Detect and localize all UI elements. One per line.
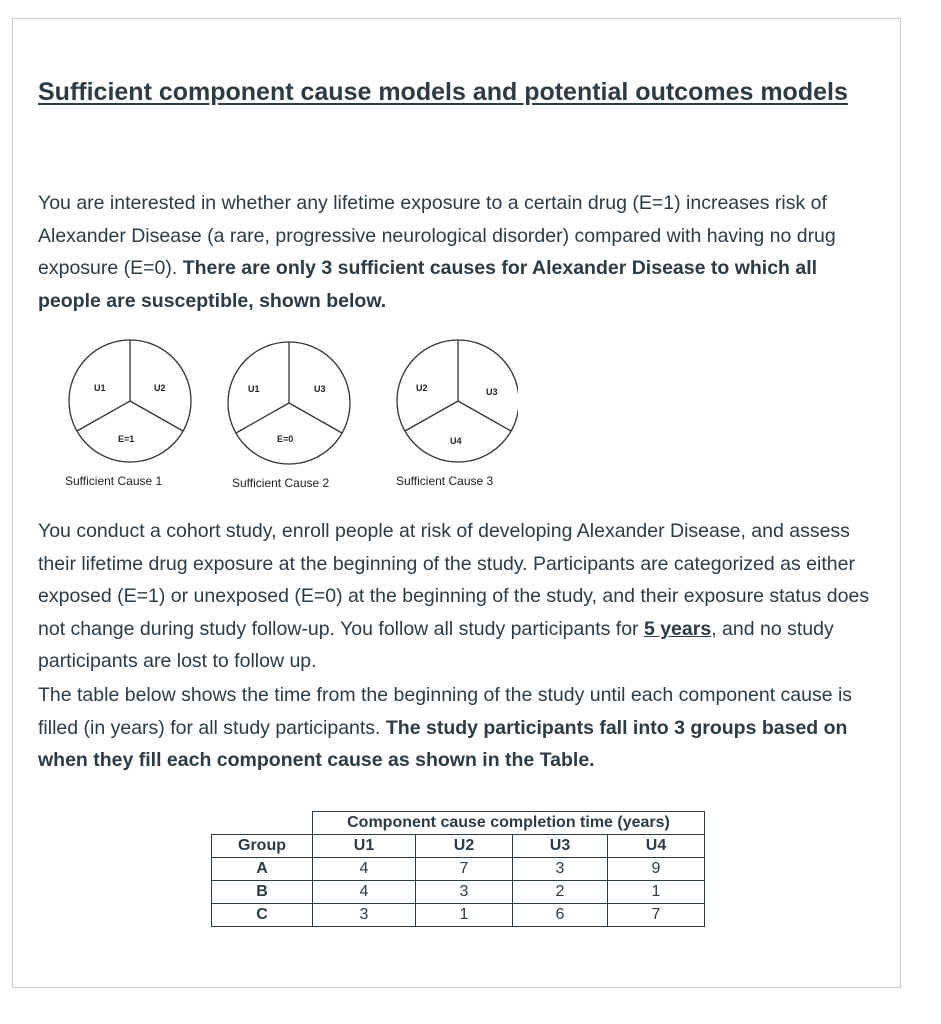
value-cell: 7 [416, 858, 513, 881]
intro-paragraph [38, 187, 878, 317]
value-cell: 3 [313, 904, 416, 927]
cause-3-right-label: U3 [486, 387, 498, 397]
intro-text: You are interested in whether any lifetime exposure to a certain drug (E=1) increases risk of Alexander Disease (a rare, progressive neurological disorder) compared with having no drug exposure (E=0). [38, 192, 836, 280]
table-row [212, 904, 705, 927]
content-card [12, 18, 901, 988]
cause-1-left-label: U1 [94, 383, 106, 393]
sufficient-cause-3-pie [396, 340, 518, 488]
sufficient-cause-2-pie [228, 342, 350, 490]
table-row [212, 881, 705, 904]
value-cell: 2 [513, 881, 608, 904]
value-cell: 1 [608, 881, 705, 904]
cause-2-caption: Sufficient Cause 2 [232, 476, 330, 490]
header-u4: U4 [608, 835, 705, 858]
value-cell: 4 [313, 881, 416, 904]
value-cell: 6 [513, 904, 608, 927]
sufficient-cause-1-pie [65, 340, 191, 488]
value-cell: 9 [608, 858, 705, 881]
header-group: Group [212, 835, 313, 858]
followup-duration: 5 years [643, 617, 712, 640]
table-intro-bold-text: The study participants fall into 3 groups based on when they fill each component cause as shown in the Table. [38, 716, 848, 772]
group-cell: A [212, 858, 313, 881]
sufficient-cause-diagram [38, 339, 518, 499]
group-cell: B [212, 881, 313, 904]
cause-3-caption: Sufficient Cause 3 [396, 474, 494, 488]
value-cell: 4 [313, 858, 416, 881]
header-u3: U3 [513, 835, 608, 858]
component-cause-table [211, 811, 705, 927]
header-u1: U1 [313, 835, 416, 858]
header-u2: U2 [416, 835, 513, 858]
cause-1-right-label: U2 [154, 383, 166, 393]
group-cell: C [212, 904, 313, 927]
cause-3-left-label: U2 [416, 383, 428, 393]
table-header-row [212, 835, 705, 858]
value-cell: 3 [513, 858, 608, 881]
table-super-header: Component cause completion time (years) [313, 812, 705, 835]
table-super-header-row [212, 812, 705, 835]
table-corner-cell [212, 812, 313, 835]
table-intro-paragraph [38, 679, 878, 777]
cause-1-caption: Sufficient Cause 1 [65, 474, 163, 488]
cause-2-right-label: U3 [314, 384, 326, 394]
cohort-text-after: , and no study participants are lost to follow up. [38, 617, 834, 673]
value-cell: 3 [416, 881, 513, 904]
assignment-content [38, 71, 878, 923]
table-row [212, 858, 705, 881]
cohort-paragraph [38, 515, 878, 678]
cause-3-bottom-label: U4 [450, 436, 462, 446]
cause-1-bottom-label: E=1 [118, 434, 135, 444]
value-cell: 1 [416, 904, 513, 927]
page-title: Sufficient component cause models and potential outcomes models [38, 78, 848, 106]
cause-2-bottom-label: E=0 [277, 434, 294, 444]
cause-2-left-label: U1 [248, 384, 260, 394]
cohort-text-before: You conduct a cohort study, enroll people at risk of developing Alexander Disease, and assess their lifetime drug exposure at the beginning of the study. Participants are categorized as either exposed (E=1) or unexposed (E=0) at the beginning of the study, and their exposure status does not change during study follow-up. You follow all study participants for [38, 520, 870, 640]
table-intro-text: The table below shows the time from the beginning of the study until each component cause is filled (in years) for all study participants. [38, 684, 853, 739]
value-cell: 7 [608, 904, 705, 927]
intro-bold-text: There are only 3 sufficient causes for Alexander Disease to which all people are susceptible, shown below. [38, 257, 818, 312]
